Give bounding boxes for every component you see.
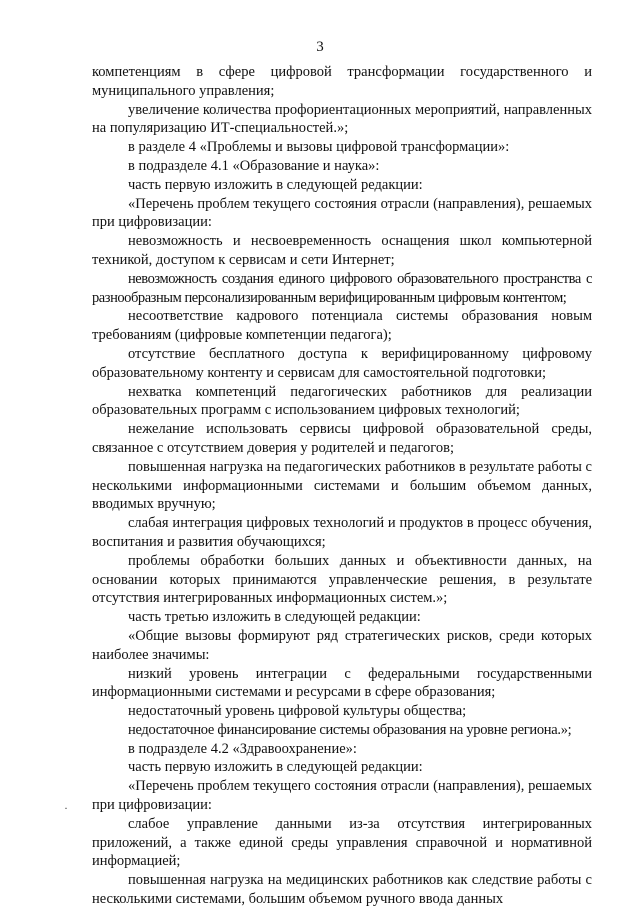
scan-mark: · [64,801,68,815]
paragraph: несоответствие кадрового потенциала системы образования новым требованиям (цифровые компетенции педагога); [92,308,592,344]
paragraph: «Перечень проблем текущего состояния отрасли (направления), решаемых при цифровизации: [92,778,592,814]
paragraph: в разделе 4 «Проблемы и вызовы цифровой трансформации»: [128,139,510,156]
paragraph: невозможность создания единого цифрового образовательного пространства с разнообразным персонализированным верифицированным цифровым контентом; [92,270,592,306]
paragraph: компетенциям в сфере цифровой трансформации государственного и муниципального управления; [92,64,592,99]
paragraph: отсутствие бесплатного доступа к верифицированному цифровому образовательному контенту и сервисам для самостоятельной подготовки; [92,345,592,381]
paragraph: слабая интеграция цифровых технологий и продуктов в процесс обучения, воспитания и развития обучающихся; [92,515,592,550]
paragraph: слабое управление данными из-за отсутствия интегрированных приложений, а также единой среды управления справочной и нормативной информацией; [92,815,592,870]
paragraph: нежелание использовать сервисы цифровой образовательной среды, связанное с отсутствием доверия у родителей и педагогов; [92,421,592,456]
paragraph: часть третью изложить в следующей редакции: [128,609,421,626]
paragraph: повышенная нагрузка на медицинских работников как следствие работы с несколькими системами, большим объемом ручного ввода данных [92,872,592,908]
paragraph: увеличение количества профориентационных мероприятий, направленных на популяризацию ИТ-специальностей.»; [92,101,592,137]
paragraph: нехватка компетенций педагогических работников для реализации образовательных программ с использованием цифровых технологий; [92,383,592,419]
paragraph: «Перечень проблем текущего состояния отрасли (направления), решаемых при цифровизации: [92,195,592,231]
paragraph: проблемы обработки больших данных и объективности данных, на основании которых принимаются управленческие решения, в результате отсутствия интегрированных информационных систем.»; [92,552,592,607]
paragraph: невозможность и несвоевременность оснащения школ компьютерной техникой, доступом к сервисам и сети Интернет; [92,233,592,268]
paragraph: «Общие вызовы формируют ряд стратегических рисков, среди которых наиболее значимы: [92,627,592,663]
page-number: 3 [316,39,324,55]
paragraph: в подразделе 4.2 «Здравоохранение»: [128,740,357,757]
paragraph: часть первую изложить в следующей редакции: [128,759,423,776]
paragraph: часть первую изложить в следующей редакции: [128,176,423,193]
document-body [92,63,592,909]
paragraph: низкий уровень интеграции с федеральными государственными информационными системами и ресурсами в сфере образования; [92,665,592,701]
paragraph: повышенная нагрузка на педагогических работников в результате работы с несколькими информационными системами и большим объемом данных, вводимых вручную; [92,458,592,513]
paragraph: недостаточное финансирование системы образования на уровне региона.»; [128,721,572,738]
paragraph: недостаточный уровень цифровой культуры общества; [128,703,467,720]
paragraph: в подразделе 4.1 «Образование и наука»: [128,157,380,174]
